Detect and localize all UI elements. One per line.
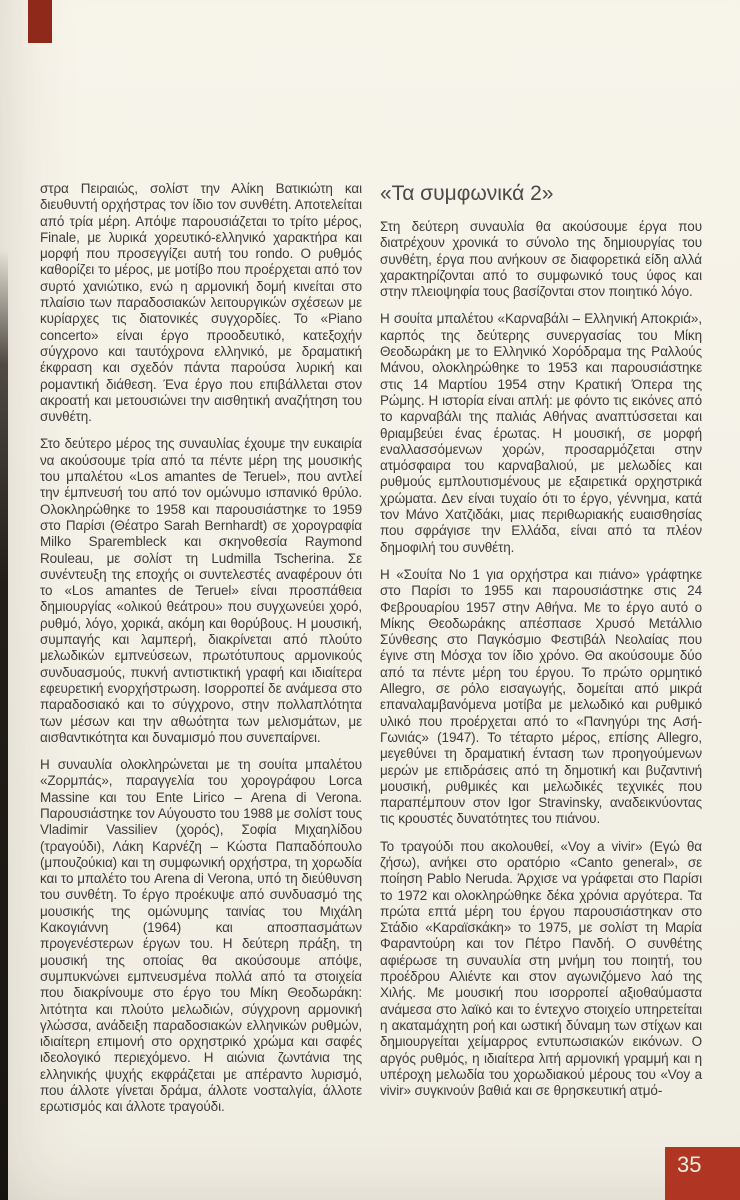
page-number: 35 (677, 1152, 702, 1177)
body-paragraph: Η συναυλία ολοκληρώνεται με τη σουίτα μπαλέτου «Ζορμπάς», παραγγελία του χορογράφου Lorca Massine και του Ente Lirico – Arena di Verona. Παρουσιάστηκε τον Αύγουστο του 1988 με σολίστ τους Vladimir Vassiliev (χορός), Σοφία Μιχαηλίδου (τραγούδι), Λάκη Καρνέζη – Κώστα Παπαδόπουλο (μπουζούκια) και τη συμφωνική ορχήστρα, τη χορωδία και το μπαλέτο του Arena di Verona, υπό τη διεύθυνση του συνθέτη. Το έργο προέκυψε από συνδυασμό της μουσικής της ομώνυμης ταινίας του Μιχάλη Κακογιάννη (1964) και αποσπασμάτων προγενέστερων έργων του. Η δεύτερη πράξη, τη μουσική της οποίας θα ακούσουμε απόψε, συμπυκνώνει εμπνευσμένα πολλά από τα στοιχεία που διακρίνουμε στο έργο του Μίκη Θεοδωράκη: λιτότητα και πλούτο μελωδιών, σύγχρονη αρμονική γλώσσα, ανάδειξη παραδοσιακών ελληνικών ρυθμών, ιδιαίτερη επιμονή στο ορχηστρικό χρώμα και σαφές ιδεολογικό περιεχόμενο. Η αιώνια ζωντάνια της ελληνικής ψυχής εκφράζεται με απέραντο λυρισμό, που άλλοτε γίνεται δράμα, άλλοτε νοσταλγία, άλλοτε ερωτισμός και άλλοτε τραγούδι. (40, 757, 362, 1115)
body-paragraph: Η σουίτα μπαλέτου «Καρναβάλι – Ελληνική Αποκριά», καρπός της δεύτερης συνεργασίας του Μίκη Θεοδωράκη με το Ελληνικό Χορόδραμα της Ραλλούς Μάνου, ολοκληρώθηκε το 1953 και παρουσιάστηκε στις 14 Μαρτίου 1954 στην Κρατική Όπερα της Ρώμης. Η ιστορία είναι απλή: με φόντο τις εικόνες από το καρναβάλι της παλιάς Αθήνας αναπτύσσεται και θριαμβεύει ένας έρωτας. Η μουσική, σε μορφή εναλλασσόμενων χορών, προσαρμόζεται στην ατμόσφαιρα του καρναβαλιού, με μελωδίες και ρυθμούς εμπλουτισμένους με εξαιρετικά ορχηστρικά χρώματα. Δεν είναι τυχαίο ότι το έργο, γέννημα, κατά τον Μάνο Χατζιδάκι, μιας περιθωριακής ευαισθησίας που σφράγισε την Ελλάδα, είναι από τα πλέον δημοφιλή του συνθέτη. (380, 311, 702, 555)
body-paragraph: στρα Πειραιώς, σολίστ την Αλίκη Βατικιώτη και διευθυντή ορχήστρας τον ίδιο τον συνθέτη. Αποτελείται από τρία μέρη. Απόψε παρουσιάζεται το τρίτο μέρος, Finale, με λυρικά χορευτικό-ελληνικό χαρακτήρα και μορφή που προσεγγίζει αυτή του rondo. Ο ρυθμός καθορίζει το μέρος, με μοτίβο που προέρχεται από τον συρτό χανιώτικο, ενώ η αρμονική δομή κινείται στο πλαίσιο των παραδοσιακών λειτουργικών σχέσεων με κυρίαρχες τις διατονικές συγχορδίες. Το «Piano concerto» είναι έργο προοδευτικό, κατεξοχήν σύγχρονο και ταυτόχρονα ελληνικό, με δραματική έκφραση και σχεδόν πάντα παρούσα λυρική και ρομαντική διάθεση. Ένα έργο που επιβάλλεται στον ακροατή και μετουσιώνει την αισθητική αναζήτηση του συνθέτη. (40, 181, 362, 425)
body-paragraph: Η «Σουίτα Νο 1 για ορχήστρα και πιάνο» γράφτηκε στο Παρίσι το 1955 και παρουσιάστηκε στις 24 Φεβρουαρίου 1957 στην Αθήνα. Με το έργο αυτό ο Μίκης Θεοδωράκης απέσπασε Χρυσό Μετάλλιο Σύνθεσης στο Παγκόσμιο Φεστιβάλ Νεολαίας που έγινε στη Μόσχα τον ίδιο χρόνο. Θα ακούσουμε δύο από τα πέντε μέρη του έργου. Το πρώτο ορμητικό Allegro, σε ρόλο εισαγωγής, δομείται από μικρά επαναλαμβανόμενα μοτίβα με μελωδικό και ρυθμικό υλικό που προέρχεται από το «Πανηγύρι της Ασή-Γωνιάς» (1947). Το τέταρτο μέρος, επίσης Allegro, μεγεθύνει τη δραματική ένταση των προηγούμενων μερών με επιδράσεις από τη δημοτική και βυζαντινή μουσική, ρυθμικές και μελωδικές τεχνικές που παραπέμπουν στον Igor Stravinsky, αναδεικνύοντας τις κρουστές δυνατότητες του πιάνου. (380, 566, 702, 827)
chapter-tab-mark (28, 0, 52, 43)
body-paragraph: Στη δεύτερη συναυλία θα ακούσουμε έργα που διατρέχουν χρονικά το σύνολο της δημιουργίας του συνθέτη, έργα που ανήκουν σε διαφορετικά είδη αλλά χαρακτηρίζονται από το συμφωνικό τους ύφος και στην πλειοψηφία τους βασίζονται στον ποιητικό λόγο. (380, 219, 702, 300)
section-title: «Τα συμφωνικά 2» (380, 182, 554, 205)
left-text-column (40, 181, 362, 1127)
body-paragraph: Στο δεύτερο μέρος της συναυλίας έχουμε την ευκαιρία να ακούσουμε τρία από τα πέντε μέρη της μουσικής του μπαλέτου «Los amantes de Teruel», που αντλεί την έμπνευσή του από τον ομώνυμο ισπανικό θρύλο. Ολοκληρώθηκε το 1958 και παρουσιάστηκε το 1959 στο Παρίσι (Θέατρο Sarah Bernhardt) σε χορογραφία Milko Sparembleck και σκηνοθεσία Raymond Rouleau, με σολίστ τη Ludmilla Tscherina. Σε συνέντευξη της εποχής οι συντελεστές αναφέρουν ότι το «Los amantes de Teruel» είναι προσπάθεια δημιουργίας «ολικού θεάτρου» που συγχωνεύει χορό, ρυθμό, λόγο, χορικά, ακόμη και θορύβους. Η μουσική, συμπαγής και λαμπερή, διακρίνεται από πλούτο μελωδικών εμπνεύσεων, πρωτότυπους αρμονικούς συνδυασμούς, πυκνή αντιστικτική γραφή και ιδιαίτερα εφευρετική ενορχήστρωση. Ισορροπεί δε ανάμεσα στο παραδοσιακό και το σύγχρονο, στην πολλαπλότητα των μέσων και την αθωότητα των μελισμάτων, με αισθαντικότητα και δυναμισμό που συνεπαίρνει. (40, 436, 362, 745)
page-number-box (665, 1147, 740, 1200)
scan-edge-shadow (0, 250, 8, 1200)
right-text-column (380, 181, 702, 1110)
body-paragraph: Το τραγούδι που ακολουθεί, «Voy a vivir» (Εγώ θα ζήσω), ανήκει στο ορατόριο «Canto general», σε ποίηση Pablo Neruda. Άρχισε να γράφεται στο Παρίσι το 1972 και ολοκληρώθηκε δέκα χρόνια αργότερα. Τα πρώτα επτά μέρη του έργου παρουσιάστηκαν στο Στάδιο «Καραϊσκάκη» το 1975, με σολίστ τη Μαρία Φαραντούρη και τον Πέτρο Πανδή. Ο συνθέτης αφιέρωσε τη συναυλία στη μνήμη του ποιητή, του προέδρου Αλιέντε και στον αγωνιζόμενο λαό της Χιλής. Με μουσική που ισορροπεί αξιοθαύμαστα ανάμεσα στο λαϊκό και το έντεχνο στοιχείο υπηρετείται η ακαταμάχητη ροή και ωστική δύναμη των στίχων και δημιουργείται χείμαρρος εντυπωσιακών εικόνων. Ο αργός ρυθμός, η ιδιαίτερα λιτή αρμονική γραμμή και η υπέροχη μελωδία του χορωδιακού μέρους του «Voy a vivir» συγκινούν βαθιά και σε θρησκευτική ατμό- (380, 838, 702, 1099)
